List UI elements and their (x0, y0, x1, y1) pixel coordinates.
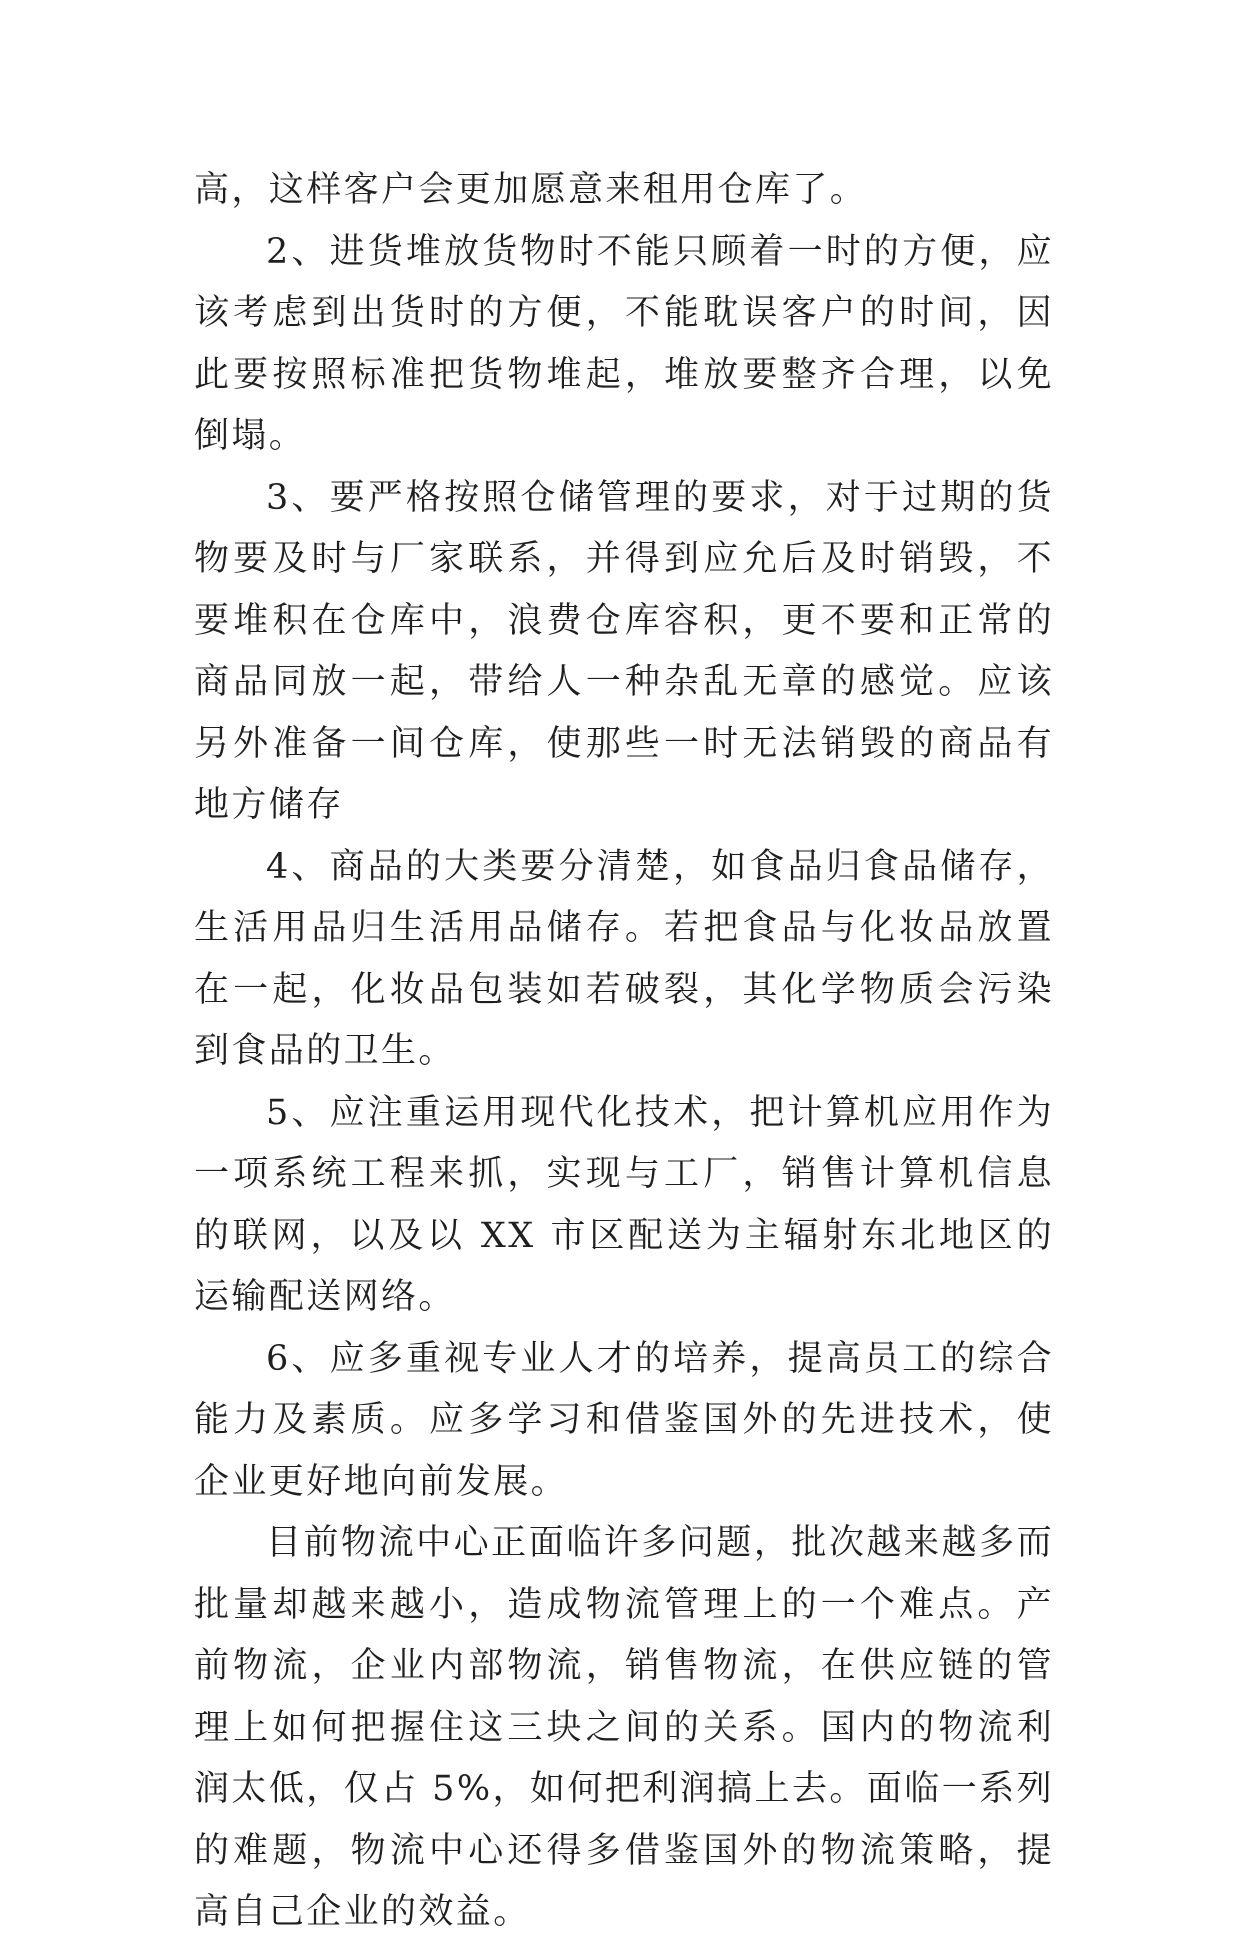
paragraph-item-4: 4、商品的大类要分清楚，如食品归食品储存，生活用品归生活用品储存。若把食品与化妆品放置在一起，化妆品包装如若破裂，其化学物质会污染到食品的卫生。 (194, 846, 1054, 1071)
paragraph-item-6: 6、应多重视专业人才的培养，提高员工的综合能力及素质。应多学习和借鉴国外的先进技术，使企业更好地向前发展。 (194, 1338, 1054, 1502)
paragraph-item-3: 3、要严格按照仓储管理的要求，对于过期的货物要及时与厂家联系，并得到应允后及时销毁，不要堆积在仓库中，浪费仓库容积，更不要和正常的商品同放一起，带给人一种杂乱无章的感觉。应该另外准备一间仓库，使那些一时无法销毁的商品有地方储存 (194, 477, 1054, 825)
paragraph-continuation: 高，这样客户会更加愿意来租用仓库了。 (194, 170, 868, 210)
paragraph-summary: 目前物流中心正面临许多问题，批次越来越多而批量却越来越小，造成物流管理上的一个难点。产前物流，企业内部物流，销售物流，在供应链的管理上如何把握住这三块之间的关系。国内的物流利润太低，仅占 5%，如何把利润搞上去。面临一系列的难题，物流中心还得多借鉴国外的物流策略，提高自己企业的效益。 (194, 1523, 1054, 1932)
body-text (194, 160, 1054, 1944)
paragraph-item-2: 2、进货堆放货物时不能只顾着一时的方便，应该考虑到出货时的方便，不能耽误客户的时间，因此要按照标准把货物堆起，堆放要整齐合理，以免倒塌。 (194, 231, 1054, 456)
paragraph-item-5: 5、应注重运用现代化技术，把计算机应用作为一项系统工程来抓，实现与工厂，销售计算机信息的联网，以及以 XX 市区配送为主辐射东北地区的运输配送网络。 (194, 1092, 1054, 1317)
